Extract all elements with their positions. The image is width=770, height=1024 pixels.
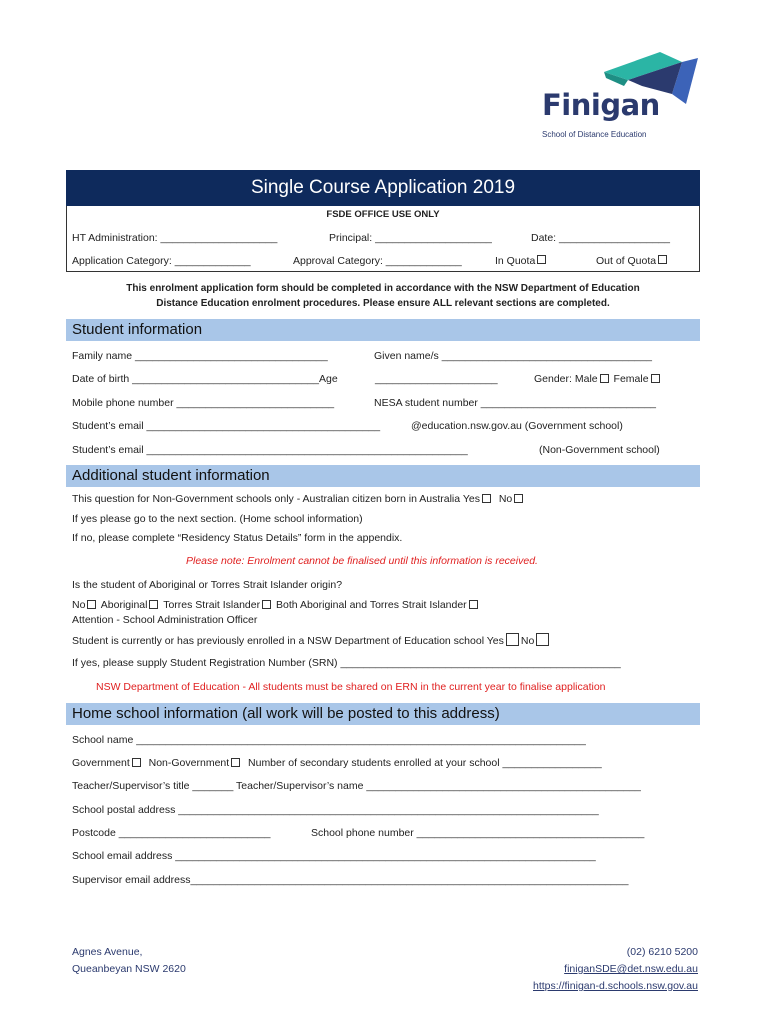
gender-field xyxy=(534,373,662,385)
school-phone-field[interactable]: School phone number _______________________________________ xyxy=(311,827,645,839)
student-email-nongov-field[interactable]: Student’s email _______________________________________________________ xyxy=(72,444,468,456)
footer-phone: (02) 6210 5200 xyxy=(626,946,698,958)
footer-contact xyxy=(533,944,698,995)
footer-address-line-1: Agnes Avenue, xyxy=(72,946,143,958)
footer-address-line-2: Queanbeyan NSW 2620 xyxy=(72,963,186,975)
office-use-box xyxy=(66,206,700,272)
form-title: Single Course Application 2019 xyxy=(66,170,700,206)
origin-aboriginal-label: Aboriginal xyxy=(100,599,148,611)
num-secondary-field[interactable]: Number of secondary students enrolled at your school _________________ xyxy=(248,757,602,769)
out-quota-checkbox[interactable] xyxy=(658,255,667,264)
logo-wordmark: Finigan xyxy=(542,88,660,122)
finalise-note: Please note: Enrolment cannot be finalised until this information is received. xyxy=(186,555,538,567)
government-label: Government xyxy=(72,757,130,769)
origin-torres-checkbox[interactable] xyxy=(262,600,271,609)
origin-question: Is the student of Aboriginal or Torres Strait Islander origin? xyxy=(72,579,343,591)
if-no-note: If no, please complete “Residency Status Details” form in the appendix. xyxy=(72,532,403,544)
origin-both-label: Both Aboriginal and Torres Strait Islander xyxy=(276,599,467,611)
footer-website-link[interactable]: https://finigan-d.schools.nsw.gov.au xyxy=(533,980,698,992)
intro-text xyxy=(66,281,700,311)
origin-no-label: No xyxy=(72,599,86,611)
enrolled-no-checkbox[interactable] xyxy=(536,633,549,646)
dob-field[interactable]: Date of birth ________________________________Age xyxy=(72,373,338,385)
non-government-label: Non-Government xyxy=(148,757,230,769)
origin-no-checkbox[interactable] xyxy=(87,600,96,609)
additional-info-heading: Additional student information xyxy=(66,465,700,487)
citizen-no-label: No xyxy=(498,493,513,505)
school-logo xyxy=(538,50,708,145)
origin-aboriginal-checkbox[interactable] xyxy=(149,600,158,609)
supervisor-email-field[interactable]: Supervisor email address___________________________________________________________________________ xyxy=(72,874,629,886)
srn-field[interactable]: If yes, please supply Student Registration Number (SRN) ________________________________________________ xyxy=(72,657,621,669)
attention-note: Attention - School Administration Officer xyxy=(72,614,258,626)
nesa-number-field[interactable]: NESA student number ______________________________ xyxy=(374,397,656,409)
origin-options xyxy=(72,599,480,611)
school-type-row xyxy=(72,757,602,769)
origin-torres-label: Torres Strait Islander xyxy=(163,599,261,611)
out-quota-label: Out of Quota xyxy=(596,255,657,267)
citizen-question xyxy=(72,493,525,505)
age-field[interactable]: _____________________ xyxy=(375,373,498,385)
given-name-field[interactable]: Given name/s ____________________________________ xyxy=(374,350,652,362)
footer-address xyxy=(72,944,186,978)
approval-category-field[interactable]: Approval Category: _____________ xyxy=(293,255,462,267)
gender-female-checkbox[interactable] xyxy=(651,374,660,383)
office-row-2 xyxy=(67,255,699,269)
office-use-heading: FSDE OFFICE USE ONLY xyxy=(326,209,440,220)
postal-address-field[interactable]: School postal address ________________________________________________________________________ xyxy=(72,804,599,816)
footer-email-link[interactable]: finiganSDE@det.nsw.edu.au xyxy=(564,963,698,975)
gender-female-label: Female xyxy=(613,373,649,385)
enrolled-question-text: Student is currently or has previously enrolled in a NSW Department of Education school Yes xyxy=(72,635,504,647)
application-category-field[interactable]: Application Category: _____________ xyxy=(72,255,251,267)
logo-subtitle: School of Distance Education xyxy=(542,130,647,139)
principal-field[interactable]: Principal: ____________________ xyxy=(329,232,492,244)
out-quota-option[interactable] xyxy=(596,255,656,267)
school-email-field[interactable]: School email address ________________________________________________________________________ xyxy=(72,850,596,862)
gender-male-checkbox[interactable] xyxy=(600,374,609,383)
non-government-checkbox[interactable] xyxy=(231,758,240,767)
postcode-field[interactable]: Postcode __________________________ xyxy=(72,827,271,839)
enrolled-no-label: No xyxy=(520,635,535,647)
teacher-field[interactable]: Teacher/Supervisor’s title _______ Teacher/Supervisor’s name _______________________________________________ xyxy=(72,780,641,792)
ern-note: NSW Department of Education - All students must be shared on ERN in the current year to finalise application xyxy=(96,681,606,693)
intro-line-1: This enrolment application form should be completed in accordance with the NSW Department of Education xyxy=(126,283,640,294)
citizen-no-checkbox[interactable] xyxy=(514,494,523,503)
home-school-heading: Home school information (all work will be posted to this address) xyxy=(66,703,700,725)
in-quota-label: In Quota xyxy=(495,255,536,267)
mobile-phone-field[interactable]: Mobile phone number ___________________________ xyxy=(72,397,335,409)
in-quota-option[interactable] xyxy=(495,255,535,267)
intro-line-2: Distance Education enrolment procedures. Please ensure ALL relevant sections are completed. xyxy=(156,298,610,309)
student-email-gov-field[interactable]: Student’s email ________________________________________ xyxy=(72,420,381,432)
enrolled-question xyxy=(72,633,551,647)
government-checkbox[interactable] xyxy=(132,758,141,767)
date-field[interactable]: Date: ___________________ xyxy=(531,232,670,244)
ht-admin-field[interactable]: HT Administration: ____________________ xyxy=(72,232,278,244)
family-name-field[interactable]: Family name _________________________________ xyxy=(72,350,328,362)
school-name-field[interactable]: School name _____________________________________________________________________________ xyxy=(72,734,586,746)
enrolled-yes-checkbox[interactable] xyxy=(506,633,519,646)
office-row-1 xyxy=(67,232,699,246)
if-yes-note: If yes please go to the next section. (Home school information) xyxy=(72,513,363,525)
in-quota-checkbox[interactable] xyxy=(537,255,546,264)
citizen-question-text: This question for Non-Government schools only - Australian citizen born in Australia Yes xyxy=(72,493,480,505)
student-info-heading: Student information xyxy=(66,319,700,341)
gov-email-suffix: @education.nsw.gov.au (Government school) xyxy=(411,420,623,432)
citizen-yes-checkbox[interactable] xyxy=(482,494,491,503)
origin-both-checkbox[interactable] xyxy=(469,600,478,609)
gender-male-label: Gender: Male xyxy=(534,373,598,385)
nongov-email-suffix: (Non-Government school) xyxy=(539,444,660,456)
